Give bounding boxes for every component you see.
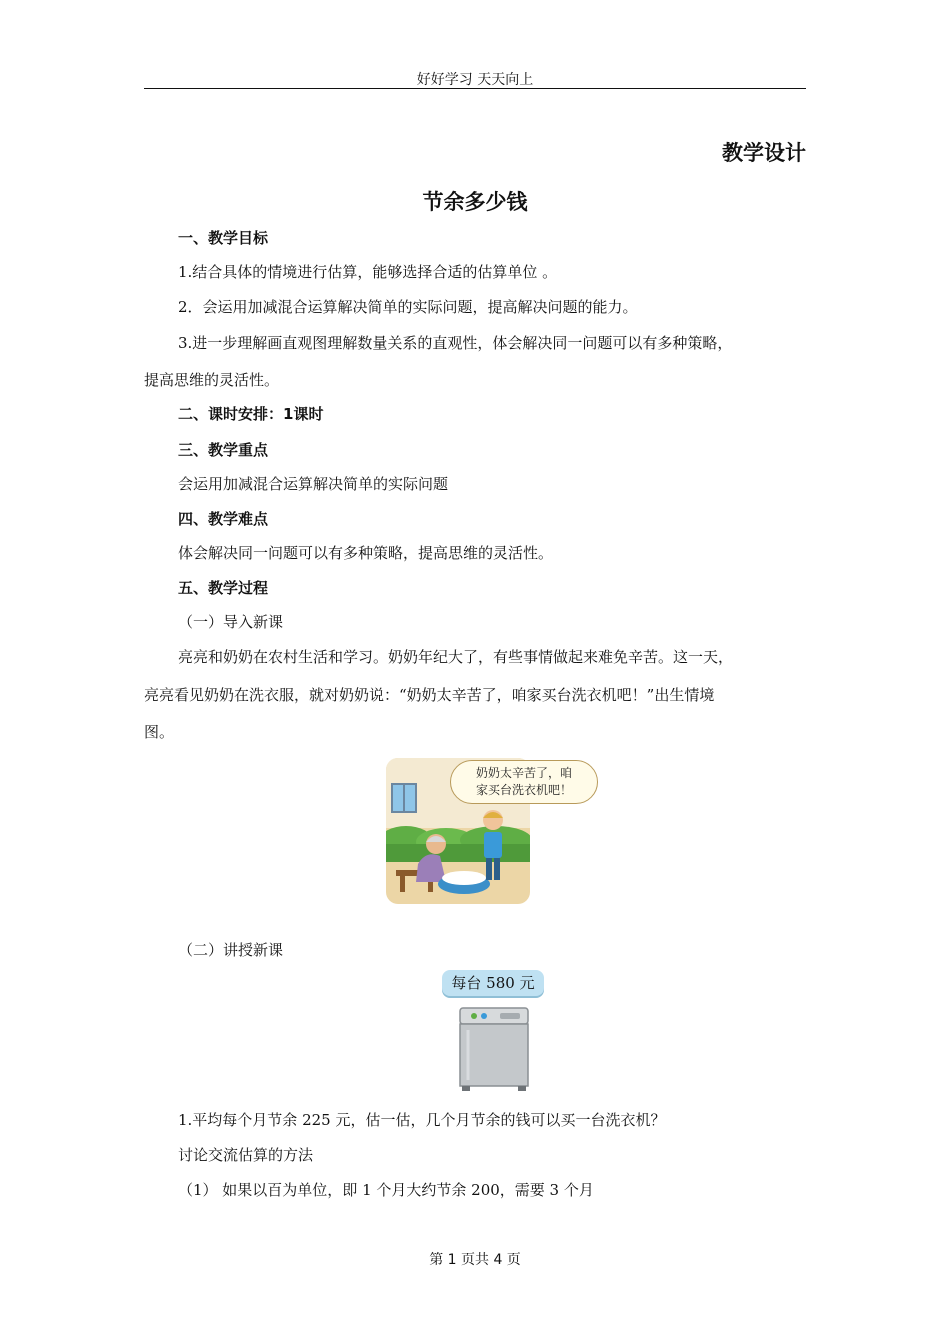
page-header: 好好学习 天天向上 (416, 72, 534, 88)
page-title: 节余多少钱 (422, 190, 528, 214)
intro-paragraph-2: 亮亮看见奶奶在洗衣服，就对奶奶说：“奶奶太辛苦了，咱家买台洗衣机吧！”出生情境 (144, 686, 715, 704)
difficulty-text: 体会解决同一问题可以有多种策略，提高思维的灵活性。 (178, 544, 554, 562)
speech-line-1: 奶奶太辛苦了，咱 (475, 766, 572, 780)
focus-text: 会运用加减混合运算解决简单的实际问题 (178, 475, 449, 493)
section-heading-process: 五、教学过程 (178, 579, 269, 597)
page-footer: 第 1 页共 4 页 (429, 1252, 521, 1268)
problem-1: 1.平均每个月节余 225 元，估一估，几个月节余的钱可以买一台洗衣机？ (178, 1111, 666, 1129)
washing-machine-icon (456, 1004, 532, 1092)
document-type: 教学设计 (722, 141, 806, 165)
method-1: （1） 如果以百为单位，即 1 个月大约节余 200，需要 3 个月 (178, 1181, 594, 1199)
discussion-text: 讨论交流估算的方法 (178, 1146, 314, 1164)
section-heading-schedule: 二、课时安排：1课时 (178, 405, 324, 423)
goal-3: 3.进一步理解画直观图理解数量关系的直观性，体会解决同一问题可以有多种策略， (178, 334, 733, 352)
intro-paragraph-3: 图。 (144, 723, 175, 741)
section-heading-difficulty: 四、教学难点 (178, 510, 269, 528)
goal-3-cont: 提高思维的灵活性。 (144, 371, 280, 389)
subsection-intro: （一）导入新课 (178, 613, 284, 631)
price-tag: 每台 580 元 (442, 970, 544, 996)
section-heading-focus: 三、教学重点 (178, 441, 269, 459)
goal-2: 2．会运用加减混合运算解决简单的实际问题，提高解决问题的能力。 (178, 298, 638, 316)
section-heading-goals: 一、教学目标 (178, 229, 269, 247)
speech-line-2: 家买台洗衣机吧！ (475, 783, 572, 797)
header-rule (144, 88, 806, 89)
subsection-new-lesson: （二）讲授新课 (178, 941, 284, 959)
intro-paragraph-1: 亮亮和奶奶在农村生活和学习。奶奶年纪大了，有些事情做起来难免辛苦。这一天， (178, 648, 734, 666)
goal-1: 1.结合具体的情境进行估算，能够选择合适的估算单位 。 (178, 263, 558, 281)
speech-bubble (450, 760, 598, 804)
